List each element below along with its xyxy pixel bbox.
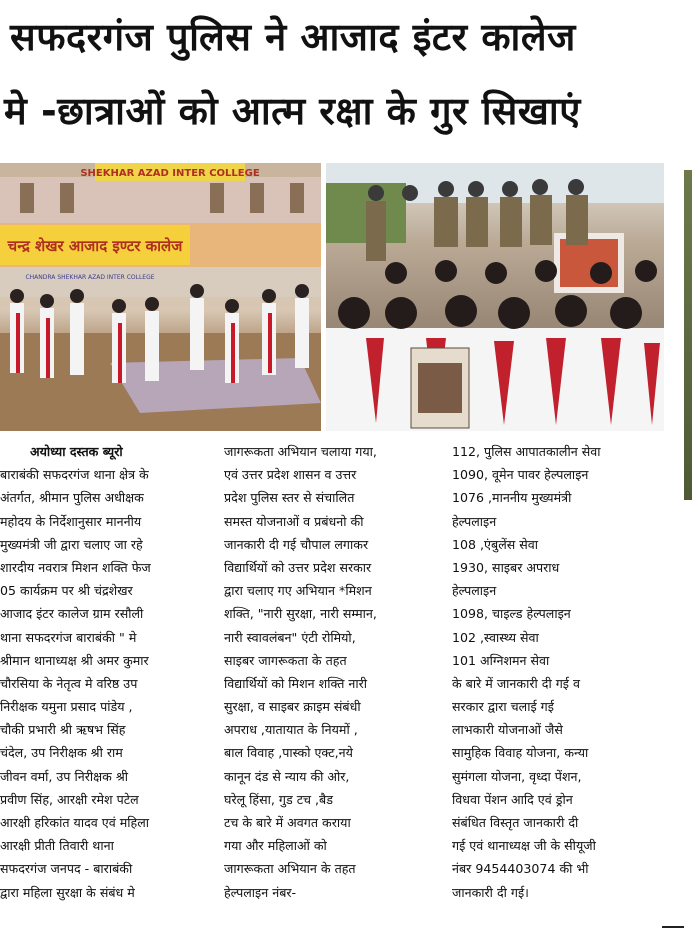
banner-top-text: SHEKHAR AZAD INTER COLLEGE [80, 168, 260, 179]
photo-school-students-exercise [0, 163, 321, 431]
text-line: विधवा पेंशन आदि एवं ड्रोन [452, 791, 573, 807]
text-line: हेल्पलाइन [452, 583, 497, 599]
text-line: गया और महिलाओं को [224, 838, 327, 854]
text-line: आरक्षी हरिकांत यादव एवं महिला [0, 815, 150, 830]
byline: अयोध्या दस्तक ब्यूरो [30, 444, 123, 459]
text-line: चौकी प्रभारी श्री ऋषभ सिंह [0, 722, 126, 738]
text-line: बाल विवाह ,पास्को एक्ट,नये [224, 745, 353, 761]
text-line: शक्ति, "नारी सुरक्षा, नारी सम्मान, [224, 606, 377, 622]
headline-line-1: सफदरगंज पुलिस ने आजाद इंटर कालेज [10, 15, 576, 59]
text-line: 05 कार्यक्रम पर श्री चंद्रशेखर [0, 583, 133, 599]
text-line: जानकारी दी गई। [452, 884, 529, 900]
text-line: सुमंगला योजना, वृध्दा पेंशन, [452, 768, 582, 784]
text-line: आजाद इंटर कालेज ग्राम रसौली [0, 606, 144, 622]
text-line: जीवन वर्मा, उप निरीक्षक श्री [0, 768, 129, 784]
column-end-rule [662, 926, 684, 928]
text-line: प्रवीण सिंह, आरक्षी रमेश पटेल [0, 791, 139, 807]
text-line: अंतर्गत, श्रीमान पुलिस अधीक्षक [0, 490, 144, 506]
text-line: जागरूकता अभियान चलाया गया, [224, 444, 377, 459]
text-line: कानून दंड से न्याय की ओर, [224, 768, 350, 784]
text-line: महोदय के निर्देशानुसार माननीय [0, 513, 142, 529]
text-line: आरक्षी प्रीती तिवारी थाना [0, 838, 114, 854]
text-line: एवं उत्तर प्रदेश शासन व उत्तर [224, 467, 357, 483]
text-line: 1076 ,माननीय मुख्यमंत्री [452, 490, 572, 506]
text-line: लाभकारी योजनाओं जैसे [452, 722, 563, 738]
article-column-3 [452, 440, 662, 904]
text-line: द्वारा महिला सुरक्षा के संबंध मे [0, 884, 135, 900]
text-line: टच के बारे में अवगत कराया [224, 815, 351, 830]
text-line: साइबर जागरूकता के तहत [224, 652, 347, 668]
banner-hindi-text: चन्द्र शेखर आजाद इण्टर कालेज [7, 237, 183, 255]
text-line: 1930, साइबर अपराध [452, 559, 560, 575]
text-line: 102 ,स्वास्थ्य सेवा [452, 629, 539, 645]
text-line: संबंधित विस्तृत जानकारी दी [452, 815, 579, 830]
text-line: सरकार द्वारा चलाई गई [452, 699, 554, 715]
text-line: विद्यार्थियों को मिशन शक्ति नारी [224, 675, 368, 691]
text-line: अपराध ,यातायात के नियमों , [224, 722, 358, 738]
text-line: निरीक्षक यमुना प्रसाद पांडेय , [0, 699, 133, 715]
text-line: 108 ,एंबुलेंस सेवा [452, 536, 539, 552]
headline-line-2: मे -छात्राओं को आत्म रक्षा के गुर सिखाएं [4, 89, 581, 133]
text-line: प्रदेश पुलिस स्तर से संचालित [224, 490, 355, 506]
text-line: नंबर 9454403074 की भी [452, 861, 589, 877]
text-line: समस्त योजनाओं व प्रबंधनो की [224, 513, 364, 529]
adjacent-photo-edge [684, 170, 692, 500]
text-line: शारदीय नवरात्र मिशन शक्ति फेज [0, 559, 151, 575]
text-line: थाना सफदरगंज बाराबंकी " मे [0, 629, 137, 645]
text-line: जागरूकता अभियान के तहत [224, 861, 356, 877]
text-line: चंदेल, उप निरीक्षक श्री राम [0, 745, 123, 761]
text-line: के बारे में जानकारी दी गई व [452, 675, 580, 691]
article-column-2 [224, 440, 446, 904]
text-line: 1098, चाइल्ड हेल्पलाइन [452, 606, 571, 622]
text-line: बाराबंकी सफदरगंज थाना क्षेत्र के [0, 467, 149, 483]
photo-students-with-police [326, 163, 664, 431]
text-line: जानकारी दी गई चौपाल लगाकर [224, 536, 369, 552]
text-line: 112, पुलिस आपातकालीन सेवा [452, 444, 601, 459]
text-line: 1090, वूमेन पावर हेल्पलाइन [452, 467, 589, 483]
article-column-1 [0, 440, 214, 904]
text-line: चौरसिया के नेतृत्व मे वरिष्ठ उप [0, 675, 138, 691]
text-line: श्रीमान थानाध्यक्ष श्री अमर कुमार [0, 652, 149, 668]
text-line: घरेलू हिंसा, गुड टच ,बैड [224, 791, 333, 807]
text-line: मुख्यमंत्री जी द्वारा चलाए जा रहे [0, 536, 143, 552]
text-line: सफदरगंज जनपद - बाराबंकी [0, 861, 133, 877]
text-line: नारी स्वावलंबन" एंटी रोमियो, [224, 629, 356, 645]
text-line: हेल्पलाइन [452, 513, 497, 529]
text-line: विद्यार्थियों को उत्तर प्रदेश सरकार [224, 559, 372, 575]
banner-small-text: CHANDRA SHEKHAR AZAD INTER COLLEGE [25, 274, 155, 281]
text-line: हेल्पलाइन नंबर- [224, 884, 297, 900]
text-line: द्वारा चलाए गए अभियान *मिशन [224, 583, 372, 599]
text-line: 101 अग्निशमन सेवा [452, 652, 550, 668]
text-line: सुरक्षा, व साइबर क्राइम संबंधी [224, 699, 361, 715]
text-line: सामुहिक विवाह योजना, कन्या [452, 745, 589, 761]
text-line: गई एवं थानाध्यक्ष जी के सीयूजी [452, 838, 596, 854]
